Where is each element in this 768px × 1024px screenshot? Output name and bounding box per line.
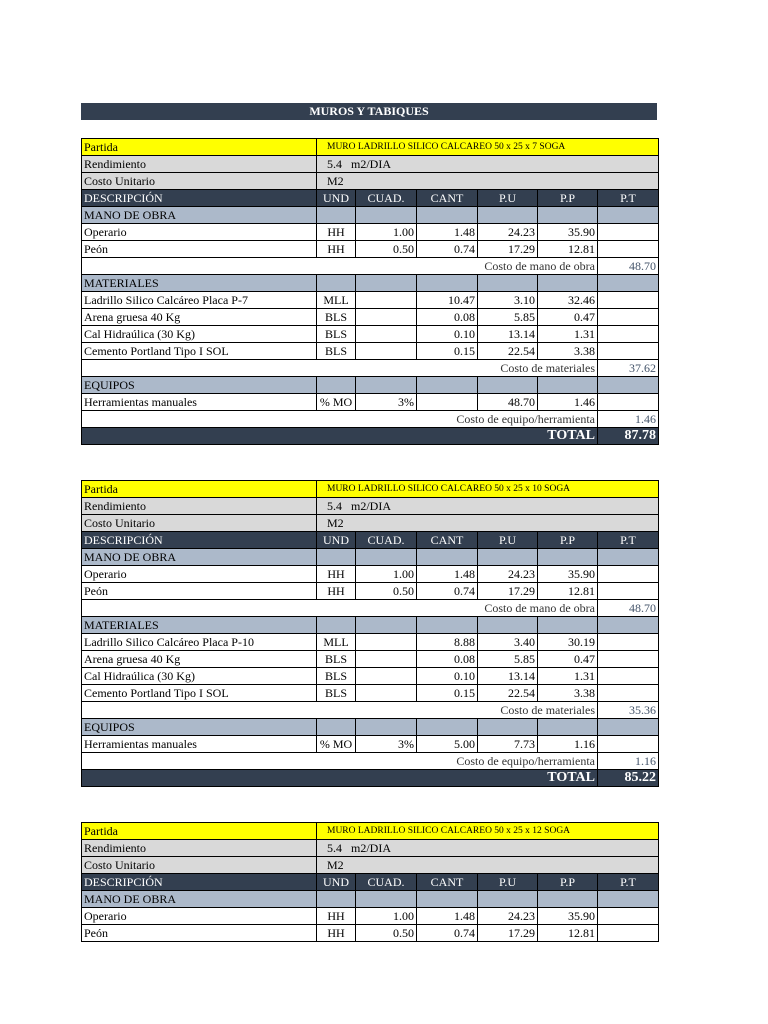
section-mano-de-obra — [82, 207, 659, 224]
subtotal-equipo-label: Costo de equipo/herramienta — [82, 411, 598, 428]
cell — [598, 617, 659, 634]
cell — [478, 719, 538, 736]
cell — [356, 275, 417, 292]
partida-name: MURO LADRILLO SILICO CALCAREO 50 x 25 x 7 SOGA — [317, 139, 659, 156]
column-header-row — [82, 190, 659, 207]
costo-unitario-value: M2 — [317, 515, 659, 532]
item-pp: 12.81 — [538, 583, 598, 600]
item-pt — [598, 736, 659, 753]
section-mano-de-obra — [82, 891, 659, 908]
section-mano-de-obra — [82, 549, 659, 566]
subtotal-mano-obra-label: Costo de mano de obra — [82, 258, 598, 275]
subtotal-materiales-label: Costo de materiales — [82, 702, 598, 719]
item-description: Ladrillo Silico Calcáreo Placa P-10 — [82, 634, 317, 651]
item-pp: 35.90 — [538, 224, 598, 241]
item-cant: 0.10 — [417, 668, 478, 685]
item-description: Operario — [82, 224, 317, 241]
item-unit: BLS — [317, 326, 356, 343]
cell — [356, 891, 417, 908]
item-unit: BLS — [317, 309, 356, 326]
section-materiales — [82, 617, 659, 634]
cell — [417, 719, 478, 736]
rendimiento-value — [317, 156, 659, 173]
header-cuad: CUAD. — [356, 190, 417, 207]
table-row — [82, 685, 659, 702]
section-equipos — [82, 719, 659, 736]
section-materiales — [82, 275, 659, 292]
cell — [356, 377, 417, 394]
subtotal-mano-obra — [82, 258, 659, 275]
item-unit: HH — [317, 224, 356, 241]
cell — [356, 617, 417, 634]
item-pu: 17.29 — [478, 583, 538, 600]
item-pt — [598, 668, 659, 685]
item-pu: 24.23 — [478, 566, 538, 583]
cell — [598, 719, 659, 736]
item-pu: 3.40 — [478, 634, 538, 651]
item-description: Herramientas manuales — [82, 394, 317, 411]
subtotal-equipo-value: 1.16 — [598, 753, 659, 770]
table-row — [82, 224, 659, 241]
cell — [317, 207, 356, 224]
cell — [417, 891, 478, 908]
header-cuad: CUAD. — [356, 874, 417, 891]
subtotal-equipo-label: Costo de equipo/herramienta — [82, 753, 598, 770]
item-unit: % MO — [317, 394, 356, 411]
subtotal-equipo — [82, 411, 659, 428]
subtotal-materiales-label: Costo de materiales — [82, 360, 598, 377]
header-cant: CANT — [417, 874, 478, 891]
item-pp: 35.90 — [538, 566, 598, 583]
cell — [417, 207, 478, 224]
item-pu: 22.54 — [478, 685, 538, 702]
rendimiento-number: 5.4 — [327, 157, 342, 171]
apu-table — [81, 138, 659, 445]
item-cuad: 1.00 — [356, 224, 417, 241]
item-pp: 35.90 — [538, 908, 598, 925]
table-row — [82, 908, 659, 925]
table-row — [82, 394, 659, 411]
total-row — [82, 770, 659, 787]
subtotal-mano-obra — [82, 600, 659, 617]
costo-unitario-label: Costo Unitario — [82, 857, 317, 874]
item-cant: 5.00 — [417, 736, 478, 753]
cell — [538, 719, 598, 736]
cell — [478, 891, 538, 908]
item-description: Operario — [82, 566, 317, 583]
item-unit: BLS — [317, 343, 356, 360]
item-unit: HH — [317, 241, 356, 258]
cell — [478, 549, 538, 566]
subtotal-equipo — [82, 753, 659, 770]
item-pt — [598, 343, 659, 360]
item-pu: 13.14 — [478, 668, 538, 685]
item-pt — [598, 224, 659, 241]
table-row — [82, 668, 659, 685]
item-description: Arena gruesa 40 Kg — [82, 309, 317, 326]
item-cuad: 3% — [356, 736, 417, 753]
item-cant: 8.88 — [417, 634, 478, 651]
item-cant — [417, 394, 478, 411]
partida-label: Partida — [82, 481, 317, 498]
item-pt — [598, 394, 659, 411]
cell — [317, 617, 356, 634]
item-unit: HH — [317, 925, 356, 942]
partida-row — [82, 139, 659, 156]
partida-name: MURO LADRILLO SILICO CALCAREO 50 x 25 x 12 SOGA — [317, 823, 659, 840]
item-pp: 1.46 — [538, 394, 598, 411]
rendimiento-row — [82, 156, 659, 173]
cell — [538, 617, 598, 634]
item-pp: 12.81 — [538, 925, 598, 942]
table-row — [82, 241, 659, 258]
section-equipos-label: EQUIPOS — [82, 719, 317, 736]
total-value: 87.78 — [598, 428, 659, 445]
item-pt — [598, 583, 659, 600]
cell — [417, 377, 478, 394]
item-pu: 3.10 — [478, 292, 538, 309]
header-und: UND — [317, 190, 356, 207]
item-cuad: 1.00 — [356, 566, 417, 583]
subtotal-materiales-value: 37.62 — [598, 360, 659, 377]
item-pt — [598, 908, 659, 925]
cell — [356, 719, 417, 736]
item-unit: BLS — [317, 651, 356, 668]
section-mano-de-obra-label: MANO DE OBRA — [82, 891, 317, 908]
header-pp: P.P — [538, 532, 598, 549]
rendimiento-value — [317, 840, 659, 857]
cell — [538, 275, 598, 292]
item-unit: HH — [317, 908, 356, 925]
cell — [317, 719, 356, 736]
item-cuad — [356, 668, 417, 685]
item-pu: 48.70 — [478, 394, 538, 411]
item-cuad: 1.00 — [356, 908, 417, 925]
rendimiento-number: 5.4 — [327, 841, 342, 855]
item-pu: 13.14 — [478, 326, 538, 343]
total-label: TOTAL — [82, 770, 598, 787]
item-cuad — [356, 634, 417, 651]
section-equipos — [82, 377, 659, 394]
cell — [317, 549, 356, 566]
item-description: Arena gruesa 40 Kg — [82, 651, 317, 668]
item-pp: 1.31 — [538, 668, 598, 685]
header-cant: CANT — [417, 532, 478, 549]
rendimiento-unit: m2/DIA — [351, 841, 391, 855]
rendimiento-label: Rendimiento — [82, 156, 317, 173]
item-cant: 0.74 — [417, 241, 478, 258]
cell — [317, 377, 356, 394]
item-description: Cemento Portland Tipo I SOL — [82, 685, 317, 702]
cell — [317, 891, 356, 908]
item-unit: % MO — [317, 736, 356, 753]
header-pu: P.U — [478, 190, 538, 207]
item-pp: 1.31 — [538, 326, 598, 343]
item-cuad: 0.50 — [356, 583, 417, 600]
item-pp: 32.46 — [538, 292, 598, 309]
cell — [598, 377, 659, 394]
table-row — [82, 309, 659, 326]
partida-label: Partida — [82, 139, 317, 156]
item-description: Peón — [82, 925, 317, 942]
item-cant: 0.10 — [417, 326, 478, 343]
table-row — [82, 566, 659, 583]
total-row — [82, 428, 659, 445]
header-cuad: CUAD. — [356, 532, 417, 549]
subtotal-equipo-value: 1.46 — [598, 411, 659, 428]
costo-unitario-label: Costo Unitario — [82, 173, 317, 190]
cell — [356, 207, 417, 224]
item-pt — [598, 566, 659, 583]
item-cuad — [356, 343, 417, 360]
item-pt — [598, 326, 659, 343]
rendimiento-unit: m2/DIA — [351, 157, 391, 171]
item-cuad — [356, 326, 417, 343]
item-cant: 0.74 — [417, 583, 478, 600]
rendimiento-value — [317, 498, 659, 515]
header-pu: P.U — [478, 874, 538, 891]
costo-unitario-value: M2 — [317, 857, 659, 874]
item-cant: 0.15 — [417, 685, 478, 702]
item-pt — [598, 634, 659, 651]
column-header-row — [82, 532, 659, 549]
item-pt — [598, 685, 659, 702]
item-cant: 0.74 — [417, 925, 478, 942]
rendimiento-row — [82, 840, 659, 857]
item-cant: 0.08 — [417, 309, 478, 326]
header-pu: P.U — [478, 532, 538, 549]
section-materiales-label: MATERIALES — [82, 275, 317, 292]
item-pp: 0.47 — [538, 309, 598, 326]
item-pp: 0.47 — [538, 651, 598, 668]
item-pu: 17.29 — [478, 925, 538, 942]
item-pp: 30.19 — [538, 634, 598, 651]
item-cuad — [356, 651, 417, 668]
costo-unitario-row — [82, 173, 659, 190]
subtotal-mano-obra-label: Costo de mano de obra — [82, 600, 598, 617]
item-description: Cemento Portland Tipo I SOL — [82, 343, 317, 360]
section-mano-de-obra-label: MANO DE OBRA — [82, 549, 317, 566]
table-row — [82, 925, 659, 942]
item-pu: 17.29 — [478, 241, 538, 258]
item-description: Operario — [82, 908, 317, 925]
item-pp: 1.16 — [538, 736, 598, 753]
section-materiales-label: MATERIALES — [82, 617, 317, 634]
partida-row — [82, 823, 659, 840]
section-mano-de-obra-label: MANO DE OBRA — [82, 207, 317, 224]
item-pp: 3.38 — [538, 343, 598, 360]
header-pp: P.P — [538, 190, 598, 207]
item-unit: BLS — [317, 685, 356, 702]
item-description: Ladrillo Silico Calcáreo Placa P-7 — [82, 292, 317, 309]
item-cant: 10.47 — [417, 292, 478, 309]
cell — [478, 207, 538, 224]
cell — [417, 617, 478, 634]
header-pp: P.P — [538, 874, 598, 891]
total-label: TOTAL — [82, 428, 598, 445]
cell — [417, 275, 478, 292]
item-pt — [598, 925, 659, 942]
header-pt: P.T — [598, 532, 659, 549]
item-unit: BLS — [317, 668, 356, 685]
cell — [478, 377, 538, 394]
column-header-row — [82, 874, 659, 891]
partida-name: MURO LADRILLO SILICO CALCAREO 50 x 25 x 10 SOGA — [317, 481, 659, 498]
apu-table — [81, 480, 659, 787]
item-pu: 22.54 — [478, 343, 538, 360]
item-pp: 12.81 — [538, 241, 598, 258]
item-pu: 5.85 — [478, 651, 538, 668]
header-pt: P.T — [598, 190, 659, 207]
cell — [598, 275, 659, 292]
table-row — [82, 583, 659, 600]
rendimiento-number: 5.4 — [327, 499, 342, 513]
costo-unitario-row — [82, 515, 659, 532]
cell — [317, 275, 356, 292]
item-unit: MLL — [317, 634, 356, 651]
table-row — [82, 634, 659, 651]
header-cant: CANT — [417, 190, 478, 207]
item-cant: 0.08 — [417, 651, 478, 668]
header-descripcion: DESCRIPCIÓN — [82, 532, 317, 549]
page-title: MUROS Y TABIQUES — [81, 103, 657, 120]
costo-unitario-value: M2 — [317, 173, 659, 190]
item-pu: 5.85 — [478, 309, 538, 326]
cell — [478, 275, 538, 292]
rendimiento-unit: m2/DIA — [351, 499, 391, 513]
costo-unitario-row — [82, 857, 659, 874]
subtotal-mano-obra-value: 48.70 — [598, 600, 659, 617]
cell — [478, 617, 538, 634]
subtotal-materiales — [82, 702, 659, 719]
item-pt — [598, 309, 659, 326]
rendimiento-label: Rendimiento — [82, 840, 317, 857]
item-cuad — [356, 685, 417, 702]
table-row — [82, 292, 659, 309]
header-descripcion: DESCRIPCIÓN — [82, 874, 317, 891]
header-und: UND — [317, 532, 356, 549]
header-descripcion: DESCRIPCIÓN — [82, 190, 317, 207]
item-pu: 7.73 — [478, 736, 538, 753]
item-unit: HH — [317, 566, 356, 583]
cell — [538, 207, 598, 224]
subtotal-mano-obra-value: 48.70 — [598, 258, 659, 275]
item-description: Cal Hidraúlica (30 Kg) — [82, 326, 317, 343]
item-pt — [598, 292, 659, 309]
item-cant: 1.48 — [417, 224, 478, 241]
item-pp: 3.38 — [538, 685, 598, 702]
cell — [598, 207, 659, 224]
item-description: Herramientas manuales — [82, 736, 317, 753]
item-pu: 24.23 — [478, 224, 538, 241]
cell — [417, 549, 478, 566]
total-value: 85.22 — [598, 770, 659, 787]
header-pt: P.T — [598, 874, 659, 891]
item-cuad: 3% — [356, 394, 417, 411]
item-cuad — [356, 309, 417, 326]
cell — [598, 891, 659, 908]
item-cuad: 0.50 — [356, 241, 417, 258]
item-description: Peón — [82, 583, 317, 600]
item-cant: 1.48 — [417, 566, 478, 583]
item-description: Peón — [82, 241, 317, 258]
item-cuad — [356, 292, 417, 309]
item-unit: MLL — [317, 292, 356, 309]
item-pu: 24.23 — [478, 908, 538, 925]
table-row — [82, 343, 659, 360]
cell — [356, 549, 417, 566]
subtotal-materiales — [82, 360, 659, 377]
section-equipos-label: EQUIPOS — [82, 377, 317, 394]
item-cant: 1.48 — [417, 908, 478, 925]
item-cant: 0.15 — [417, 343, 478, 360]
header-und: UND — [317, 874, 356, 891]
item-pt — [598, 651, 659, 668]
cell — [538, 891, 598, 908]
item-unit: HH — [317, 583, 356, 600]
subtotal-materiales-value: 35.36 — [598, 702, 659, 719]
cell — [598, 549, 659, 566]
table-row — [82, 736, 659, 753]
item-cuad: 0.50 — [356, 925, 417, 942]
table-row — [82, 326, 659, 343]
partida-row — [82, 481, 659, 498]
costo-unitario-label: Costo Unitario — [82, 515, 317, 532]
cell — [538, 549, 598, 566]
apu-table — [81, 822, 659, 942]
rendimiento-label: Rendimiento — [82, 498, 317, 515]
item-description: Cal Hidraúlica (30 Kg) — [82, 668, 317, 685]
table-row — [82, 651, 659, 668]
rendimiento-row — [82, 498, 659, 515]
item-pt — [598, 241, 659, 258]
partida-label: Partida — [82, 823, 317, 840]
cell — [538, 377, 598, 394]
